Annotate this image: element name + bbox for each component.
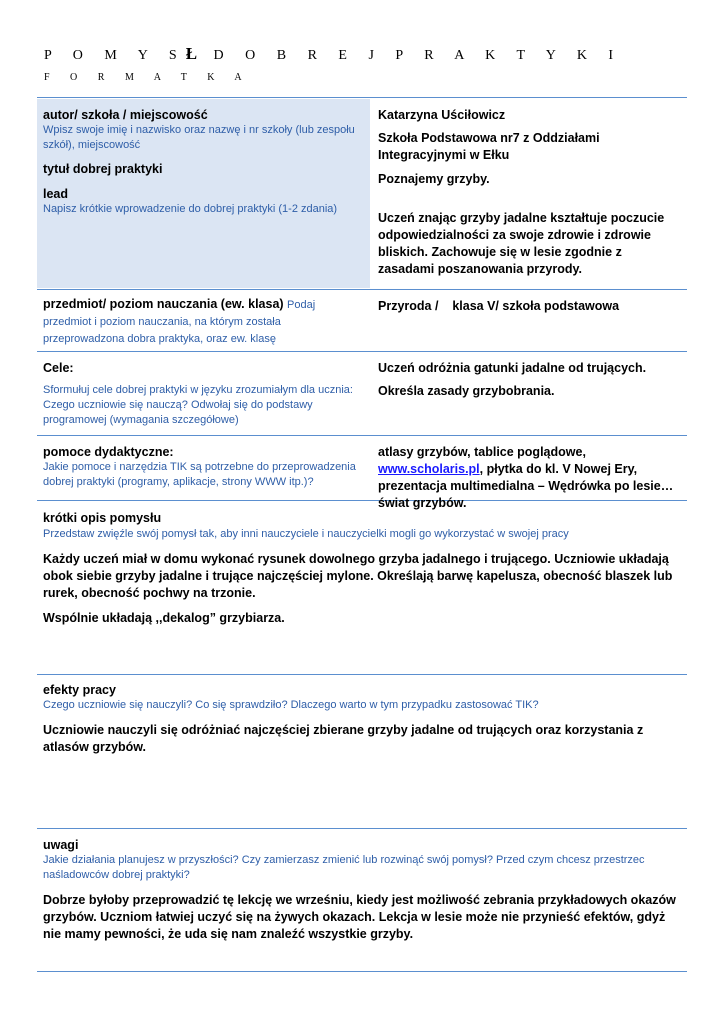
row1-right-cell [372, 99, 687, 288]
goals-value-2: Określa zasady grzybobrania. [378, 384, 555, 398]
lead-value: Uczeń znając grzyby jadalne kształtuje poczucie odpowiedzialności za swoje zdrowie i zdrowie bliskich. Zachowuje się w lesie zgodnie z zasadami poszanowania przyrody. [378, 211, 665, 276]
goals-hint: Sformułuj cele dobrej praktyki w języku zrozumiałym dla ucznia: Czego uczniowie się nauczą? Odwołaj się do podstawy programowej (wymagania szczegółowe) [43, 384, 353, 426]
title-part2: D O B R E J P R A K T Y K I [201, 48, 623, 63]
aids-value-post: , płytka do kl. V Nowej Ery, prezentacja multimedialna – Wędrówka po lesie…świat grzybów. [378, 462, 674, 510]
divider [37, 828, 687, 829]
document-title [44, 44, 622, 64]
aids-value-pre: atlasy grzybów, tablice poglądowe, [378, 445, 586, 459]
author-value: Katarzyna Uściłowicz [378, 108, 506, 122]
title-label: tytuł dobrej praktyki [43, 162, 163, 176]
title-bold-letter: Ł [185, 44, 202, 63]
divider [37, 97, 687, 98]
notes-hint: Jakie działania planujesz w przyszłości? Czy zamierzasz zmienić lub rozwinąć swój pomysł? Przed czym chcesz przestrzec naśladowców dobrej praktyki? [43, 854, 645, 881]
goals-label: Cele: [43, 361, 74, 375]
effects-label: efekty pracy [43, 683, 116, 697]
goals-value-1: Uczeń odróżnia gatunki jadalne od trujących. [378, 361, 647, 375]
description-hint: Przedstaw zwięźle swój pomysł tak, aby inni nauczyciele i nauczycielki mogli go wykorzystać w swojej pracy [43, 528, 569, 540]
row1-left-cell [37, 99, 370, 288]
row4-left-cell [37, 444, 370, 490]
school-value: Szkoła Podstawowa nr7 z Oddziałami Integracyjnymi w Ełku [378, 131, 600, 162]
author-label: autor/ szkoła / miejscowość [43, 108, 208, 122]
effects-section [37, 682, 687, 756]
notes-para: Dobrze byłoby przeprowadzić tę lekcję we wrześniu, kiedy jest możliwość zebrania przykładowych okazów grzybów. Uczniom łatwiej uczyć się na żywych okazach. Lekcja w lesie może nie przynieść efektów, gdyż nie mamy pewności, że uda się nam znaleźć wszystkie grzyby. [43, 893, 676, 941]
document-subtitle: F O R M A T K A [44, 72, 251, 83]
notes-section [37, 837, 687, 943]
row2-right-cell [372, 298, 687, 315]
description-label: krótki opis pomysłu [43, 511, 162, 525]
aids-label: pomoce dydaktyczne: [43, 445, 174, 459]
description-para-2: Wspólnie układają ,,dekalog” grzybiarza. [43, 611, 285, 625]
divider [37, 674, 687, 675]
author-hint: Wpisz swoje imię i nazwisko oraz nazwę i nr szkoły (lub zespołu szkół), miejscowość [43, 124, 355, 151]
row4-right-cell [372, 444, 687, 512]
divider [37, 971, 687, 972]
aids-hint: Jakie pomoce i narzędzia TIK są potrzebne do przeprowadzenia dobrej praktyki (programy, aplikacje, strony WWW itp.)? [43, 461, 356, 488]
row3-right-cell [372, 360, 687, 400]
row3-left-cell [37, 360, 370, 428]
divider [37, 351, 687, 352]
row2-left-cell [37, 296, 370, 347]
divider [37, 289, 687, 290]
description-para-1: Każdy uczeń miał w domu wykonać rysunek dowolnego grzyba jadalnego i trującego. Uczniowie układają obok siebie grzyby jadalne i trujące najczęściej mylone. Określają barwę kapelusza, obecność blaszek lub rurek, obecność pochwy na trzonie. [43, 552, 673, 600]
title-part1: P O M Y S [44, 48, 186, 63]
subject-label-block [43, 296, 364, 347]
subject-hint: Podaj przedmiot i poziom nauczania, na którym została przeprowadzona dobra praktyka, oraz ew. klasę [43, 299, 316, 345]
description-section [37, 510, 687, 627]
notes-label: uwagi [43, 838, 79, 852]
lead-label: lead [43, 187, 69, 201]
subject-value: Przyroda / klasa V/ szkoła podstawowa [378, 299, 620, 313]
aids-value [378, 444, 681, 512]
title-value: Poznajemy grzyby. [378, 172, 490, 186]
subject-label: przedmiot/ poziom nauczania (ew. klasa) [43, 297, 284, 311]
lead-hint: Napisz krótkie wprowadzenie do dobrej praktyki (1-2 zdania) [43, 203, 338, 215]
effects-hint: Czego uczniowie się nauczyli? Co się sprawdziło? Dlaczego warto w tym przypadku zastosować TIK? [43, 699, 539, 711]
divider [37, 435, 687, 436]
scholaris-link[interactable]: www.scholaris.pl [378, 462, 480, 476]
effects-para: Uczniowie nauczyli się odróżniać najczęściej zbierane grzyby jadalne od trujących oraz korzystania z atlasów grzybów. [43, 723, 644, 754]
